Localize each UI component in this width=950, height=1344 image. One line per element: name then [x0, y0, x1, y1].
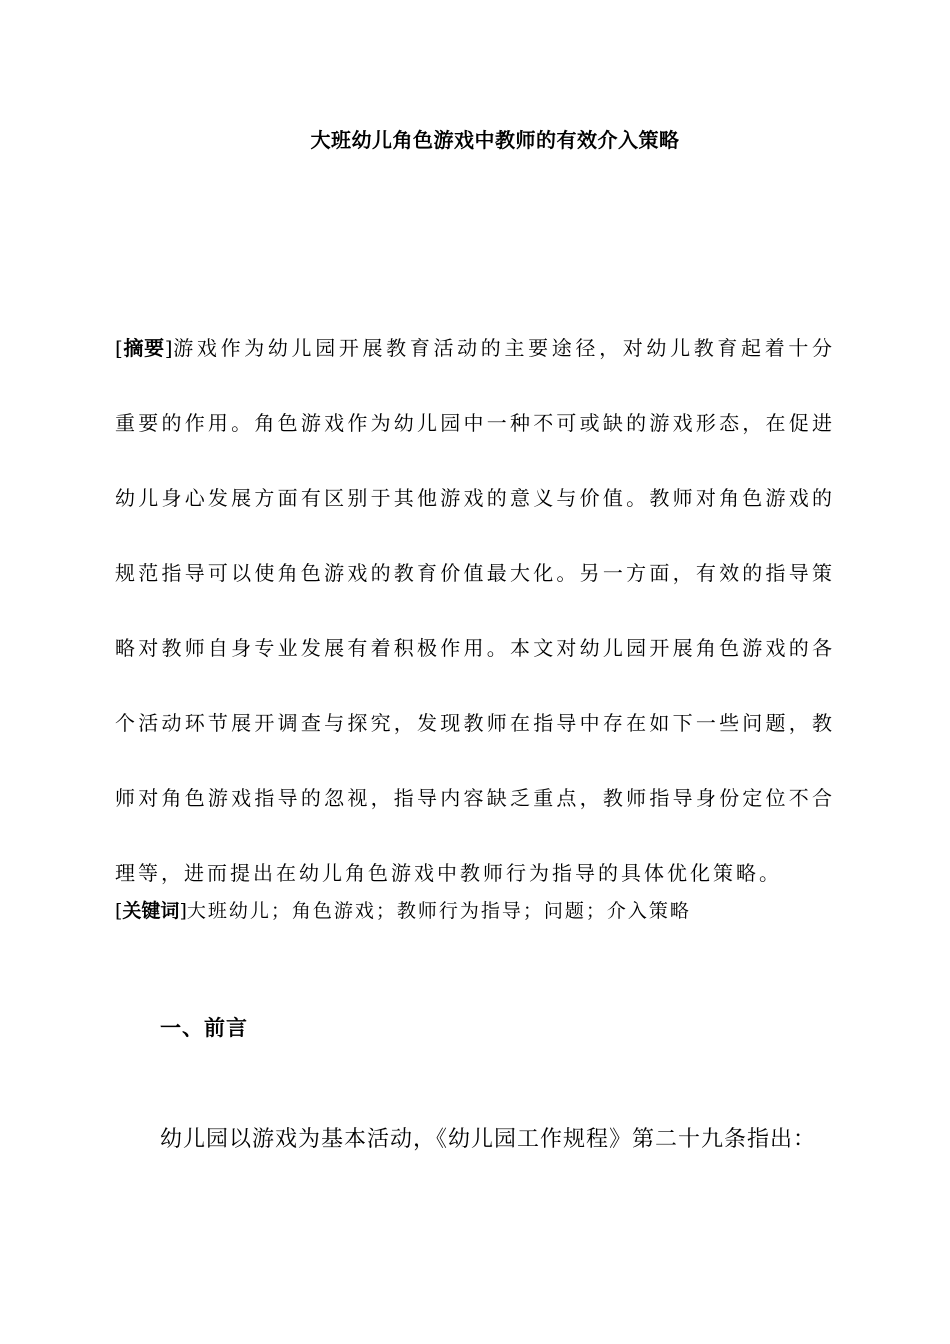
keywords-text: 大班幼儿；角色游戏；教师行为指导；问题；介入策略 — [186, 900, 691, 922]
close-bracket: ] — [164, 336, 173, 360]
document-title: 大班幼儿角色游戏中教师的有效介入策略 — [310, 128, 680, 152]
abstract-paragraph — [115, 311, 835, 911]
keywords-label: 关键词 — [122, 900, 180, 922]
close-bracket: ] — [179, 900, 187, 922]
abstract-label: 摘要 — [122, 336, 165, 360]
keywords-line — [115, 896, 835, 926]
open-bracket: [ — [115, 336, 123, 360]
body-paragraph: 幼儿园以游戏为基本活动，《幼儿园工作规程》第二十九条指出： — [160, 1127, 817, 1152]
abstract-text: 游戏作为幼儿园开展教育活动的主要途径，对幼儿教育起着十分重要的作用。角色游戏作为幼儿园中一种不可或缺的游戏形态，在促进幼儿身心发展方面有区别于其他游戏的意义与价值。教师对角色游戏的规范指导可以使角色游戏的教育价值最大化。另一方面，有效的指导策略对教师自身专业发展有着积极作用。本文对幼儿园开展角色游戏的各个活动环节展开调查与探究，发现教师在指导中存在如下一些问题，教师对角色游戏指导的忽视，指导内容缺乏重点，教师指导身份定位不合理等，进而提出在幼儿角色游戏中教师行为指导的具体优化策略。 — [115, 336, 836, 885]
open-bracket: [ — [115, 900, 123, 922]
section-heading: 一、前言 — [160, 1016, 248, 1040]
